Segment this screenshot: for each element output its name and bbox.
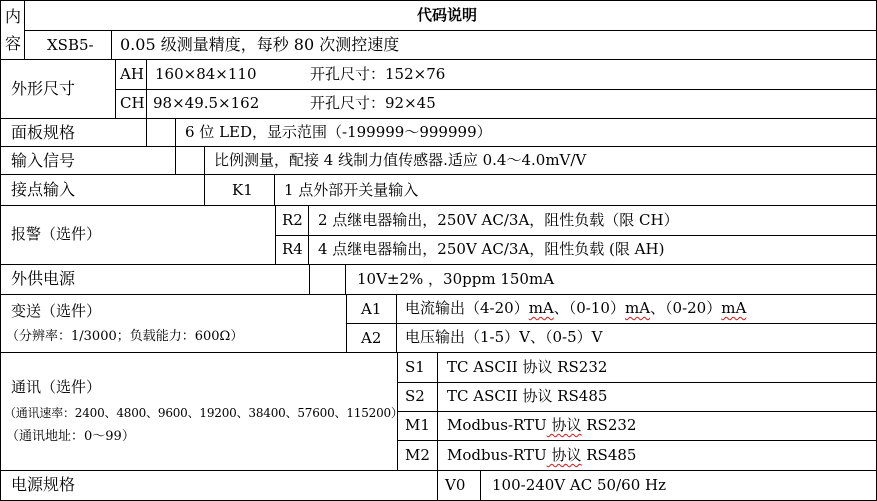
contact-label: 接点输入 [11,180,76,199]
transmit-a2-code: A2 [361,329,382,347]
xsb-code: XSB5- [47,36,94,54]
transmit-a1-unit-2: mA [624,299,651,317]
supply-desc: 10V±2% ，30ppm 150mA [357,270,555,288]
supply-gap-cell [309,264,346,295]
comm-s2-desc: TC ASCII 协议 RS485 [447,387,608,405]
size-label: 外形尺寸 [11,79,76,98]
transmit-a1-desc-mid-2: 、（0-20） [650,299,722,317]
size-ch-dims: 98×49.5×162 [153,94,260,112]
header-title: 代码说明 [417,6,478,24]
transmit-a1-unit-3: mA [721,299,747,317]
alarm-r2-desc: 2 点继电器输出，250V AC/3A，阻性负载（限 CH） [318,211,679,229]
comm-s1-desc: TC ASCII 协议 RS232 [447,358,608,376]
comm-s2-code: S2 [405,387,425,405]
header-content-label-char-2: 容 [5,34,22,53]
input-gap-cell [175,146,205,175]
size-ah-dims: 160×84×110 [155,65,257,83]
comm-m1-mid: 协议 [546,416,582,434]
comm-m2-port: RS485 [581,446,637,464]
panel-gap-cell [146,118,176,147]
contact-desc: 1 点外部开关量输入 [284,181,419,199]
alarm-r4-desc: 4 点继电器输出，250V AC/3A，阻性负载 (限 AH) [318,240,665,258]
xsb-desc: 0.05 级测量精度，每秒 80 次测控速度 [120,35,400,54]
transmit-label: 变送（选件） [11,302,102,320]
alarm-r2-code: R2 [282,211,303,229]
comm-m2-proto: Modbus-RTU [447,446,547,464]
input-label: 输入信号 [11,151,76,170]
input-desc: 比例测量，配接 4 线制力值传感器.适应 0.4～4.0mV/V [214,151,587,169]
transmit-a1-unit-1: mA [528,299,554,317]
comm-addr: （通讯地址：0～99） [6,429,135,444]
size-ch-code: CH [120,94,145,112]
comm-m1-desc [447,418,636,433]
transmit-a1-code: A1 [361,300,382,318]
header-content-label-char-1: 内 [5,7,22,26]
comm-m1-port: RS232 [581,416,637,434]
comm-m2-code: M2 [405,446,430,464]
power-desc: 100-240V AC 50/60 Hz [492,476,666,494]
size-ch-cutout: 开孔尺寸：92×45 [310,94,436,112]
panel-label: 面板规格 [11,123,76,142]
transmit-note: （分辨率：1/3000；负载能力：600Ω） [6,329,244,344]
size-ah-code: AH [120,65,144,83]
power-label: 电源规格 [11,475,76,494]
transmit-a2-desc: 电压输出（1-5）V、（0-5）V [405,328,603,346]
alarm-label: 报警（选件） [11,225,102,243]
size-ah-cutout: 开孔尺寸：152×76 [310,65,446,83]
alarm-r4-code: R4 [282,240,303,258]
power-code: V0 [445,476,466,494]
comm-m2-mid: 协议 [546,446,582,464]
panel-desc: 6 位 LED，显示范围（-199999～999999） [185,123,492,141]
comm-m1-proto: Modbus-RTU [447,416,547,434]
comm-m2-desc [447,448,636,463]
comm-m1-code: M1 [405,416,430,434]
supply-label: 外供电源 [11,269,76,288]
comm-baud: （通讯速率：2400、4800、9600、19200、38400、57600、115200） [4,406,403,420]
comm-s1-code: S1 [405,358,425,376]
transmit-a1-desc [405,301,746,316]
contact-code: K1 [232,181,253,199]
comm-label: 通讯（选件） [11,378,102,396]
transmit-a1-desc-mid-1: 、（0-10） [553,299,625,317]
transmit-a1-desc-prefix: 电流输出（4-20） [405,299,529,317]
